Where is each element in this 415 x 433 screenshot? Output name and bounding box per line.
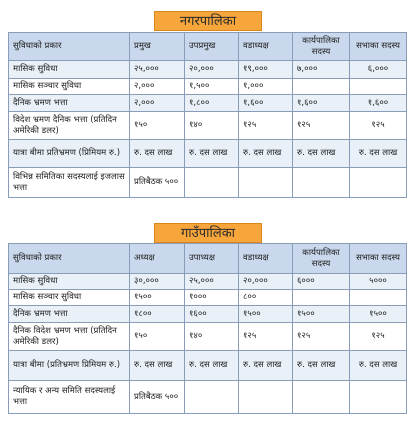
header-cell: कार्यपालिका सदस्य bbox=[293, 33, 350, 61]
header-cell: उपप्रमुख bbox=[185, 33, 239, 61]
table-cell bbox=[293, 168, 350, 198]
table-cell: ३०,००० bbox=[130, 274, 185, 290]
table-cell: १५०० bbox=[239, 306, 293, 323]
table-cell: ६,००० bbox=[350, 61, 407, 79]
table-cell: ५००० bbox=[350, 274, 407, 290]
table-cell: मासिक सुविधा bbox=[9, 274, 130, 290]
header-cell: सुविधाको प्रकार bbox=[9, 33, 130, 61]
table-cell: प्रतिबैठक ५०० bbox=[130, 168, 185, 198]
table-cell: विदेश भ्रमण दैनिक भत्ता (प्रतिदिन अमेरिकी डलर) bbox=[9, 112, 130, 140]
header-cell: सभाका सदस्य bbox=[350, 244, 407, 274]
table-cell: १२५ bbox=[350, 323, 407, 351]
header-cell: अध्यक्ष bbox=[130, 244, 185, 274]
table-row bbox=[9, 323, 407, 351]
table-cell: ८०० bbox=[239, 290, 293, 306]
table-row bbox=[9, 381, 407, 414]
header-cell: वडाध्यक्ष bbox=[239, 33, 293, 61]
table-cell: न्यायिक र अन्य समिति सदस्यलाई भत्ता bbox=[9, 381, 130, 414]
table-cell: रु. दस लाख bbox=[293, 140, 350, 168]
table-row bbox=[9, 306, 407, 323]
table-row bbox=[9, 274, 407, 290]
table-row bbox=[9, 168, 407, 198]
table-cell: १,५०० bbox=[185, 79, 239, 95]
table-cell: १२५ bbox=[293, 323, 350, 351]
table-row bbox=[9, 79, 407, 95]
table-cell: २,००० bbox=[130, 79, 185, 95]
rural-municipality-title: गाउँपालिका bbox=[154, 223, 262, 243]
table-cell: १२५ bbox=[350, 112, 407, 140]
table-cell: रु. दस लाख bbox=[185, 140, 239, 168]
table-cell: यात्रा बीमा (प्रतिभ्रमण प्रिमियम रु.) bbox=[9, 351, 130, 381]
table-cell: रु. दस लाख bbox=[350, 351, 407, 381]
table-cell bbox=[350, 79, 407, 95]
table-cell: १५० bbox=[130, 323, 185, 351]
table-cell: १००० bbox=[185, 290, 239, 306]
table-cell: मासिक सुविधा bbox=[9, 61, 130, 79]
table-cell bbox=[293, 381, 350, 414]
table-cell bbox=[293, 290, 350, 306]
table-cell: १२५ bbox=[239, 112, 293, 140]
table-cell: रु. दस लाख bbox=[293, 351, 350, 381]
header-cell: वडाध्यक्ष bbox=[239, 244, 293, 274]
table-header-row bbox=[9, 33, 407, 61]
table-cell: रु. दस लाख bbox=[239, 351, 293, 381]
table-cell: रु. दस लाख bbox=[185, 351, 239, 381]
table-cell: १९,००० bbox=[239, 61, 293, 79]
table-cell: दैनिक भ्रमण भत्ता bbox=[9, 306, 130, 323]
table-cell bbox=[185, 381, 239, 414]
table-cell: २०,००० bbox=[239, 274, 293, 290]
table-cell: १४० bbox=[185, 323, 239, 351]
table-cell bbox=[239, 381, 293, 414]
header-cell: सभाका सदस्य bbox=[350, 33, 407, 61]
table-cell: १६०० bbox=[185, 306, 239, 323]
table-cell: १,६०० bbox=[239, 95, 293, 112]
table-cell: १८०० bbox=[130, 306, 185, 323]
table-cell: मासिक सञ्चार सुविधा bbox=[9, 79, 130, 95]
table-cell: १५०० bbox=[293, 306, 350, 323]
table-cell: २५,००० bbox=[130, 61, 185, 79]
table-cell: यात्रा बीमा प्रतिभ्रमण (प्रिमियम रु.) bbox=[9, 140, 130, 168]
table-cell: १५०० bbox=[130, 290, 185, 306]
table-row bbox=[9, 112, 407, 140]
table-row bbox=[9, 95, 407, 112]
table-cell bbox=[350, 168, 407, 198]
table-row bbox=[9, 61, 407, 79]
table-cell: १,६०० bbox=[293, 95, 350, 112]
header-cell: प्रमुख bbox=[130, 33, 185, 61]
table-cell: १२५ bbox=[293, 112, 350, 140]
table-row bbox=[9, 290, 407, 306]
table-cell: मासिक सञ्चार सुविधा bbox=[9, 290, 130, 306]
table-cell: २५,००० bbox=[185, 274, 239, 290]
table-cell bbox=[185, 168, 239, 198]
table-cell: १४० bbox=[185, 112, 239, 140]
table-cell: १,६०० bbox=[350, 95, 407, 112]
table-cell: १,००० bbox=[239, 79, 293, 95]
table-cell: २०,००० bbox=[185, 61, 239, 79]
header-cell: सुविधाको प्रकार bbox=[9, 244, 130, 274]
header-cell: कार्यपालिका सदस्य bbox=[293, 244, 350, 274]
table-cell: १,८०० bbox=[185, 95, 239, 112]
table-cell bbox=[350, 290, 407, 306]
table-cell: प्रतिबैठक ५०० bbox=[130, 381, 185, 414]
table-cell: रु. दस लाख bbox=[350, 140, 407, 168]
table-cell: रु. दस लाख bbox=[130, 351, 185, 381]
table-cell: रु. दस लाख bbox=[130, 140, 185, 168]
table-cell: १२५ bbox=[239, 323, 293, 351]
table-header-row bbox=[9, 244, 407, 274]
table-cell: १५० bbox=[130, 112, 185, 140]
table-cell: १५०० bbox=[350, 306, 407, 323]
table-row bbox=[9, 140, 407, 168]
municipality-title: नगरपालिका bbox=[154, 11, 262, 31]
table-cell: २,००० bbox=[130, 95, 185, 112]
rural-municipality-allowance-table bbox=[8, 243, 407, 414]
header-cell: उपाध्यक्ष bbox=[185, 244, 239, 274]
table-cell: रु. दस लाख bbox=[239, 140, 293, 168]
table-cell: दैनिक विदेश भ्रमण भत्ता (प्रतिदिन अमेरिकी डलर) bbox=[9, 323, 130, 351]
table-cell bbox=[350, 381, 407, 414]
table-cell: ६००० bbox=[293, 274, 350, 290]
table-cell: दैनिक भ्रमण भत्ता bbox=[9, 95, 130, 112]
table-row bbox=[9, 351, 407, 381]
table-cell bbox=[239, 168, 293, 198]
table-cell bbox=[293, 79, 350, 95]
municipality-allowance-table bbox=[8, 32, 407, 198]
table-cell: ७,००० bbox=[293, 61, 350, 79]
table-cell: विभिन्न समितिका सदस्यलाई इजलास भत्ता bbox=[9, 168, 130, 198]
